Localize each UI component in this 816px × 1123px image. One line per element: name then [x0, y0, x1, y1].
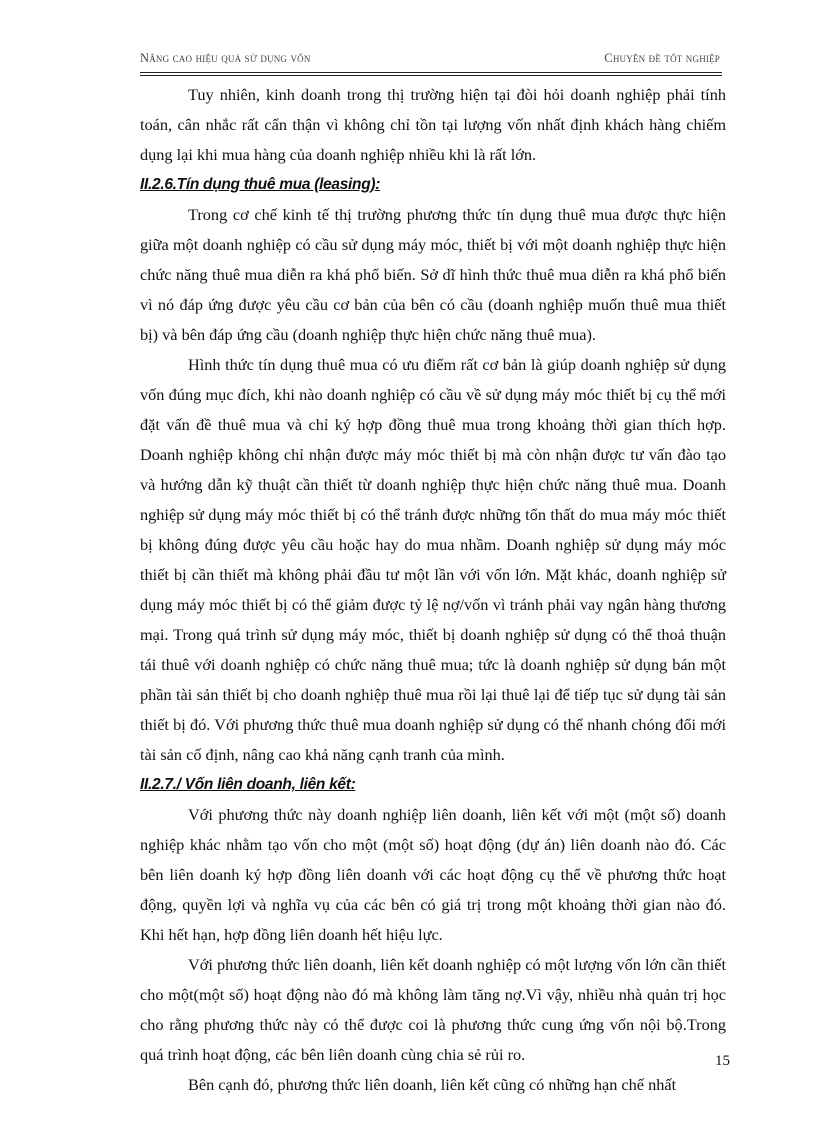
header-divider — [140, 72, 722, 76]
paragraph-4: Với phương thức này doanh nghiệp liên doanh, liên kết với một (một số) doanh nghiệp khác nhằm tạo vốn cho một (một số) hoạt động (dự án) liên doanh nào đó. Các bên liên doanh ký hợp đồng liên doanh với các hoạt động cụ thể về phương thức hoạt động, quyền lợi và nghĩa vụ của các bên có giá trị trong một khoảng thời gian nào đó. Khi hết hạn, hợp đồng liên doanh hết hiệu lực. — [140, 805, 726, 944]
paragraph-6: Bên cạnh đó, phương thức liên doanh, liên kết cũng có những hạn chế nhất — [188, 1075, 677, 1094]
paragraph-3: Hình thức tín dụng thuê mua có ưu điểm rất cơ bản là giúp doanh nghiệp sử dụng vốn đúng mục đích, khi nào doanh nghiệp có cầu về sử dụng máy móc thiết bị cụ thể mới đặt vấn đề thuê mua và chỉ ký hợp đồng thuê mua trong khoảng thời gian thích hợp. Doanh nghiệp không chỉ nhận được máy móc thiết bị mà còn nhận được tư vấn đào tạo và hướng dẫn kỹ thuật cần thiết từ doanh nghiệp thực hiện chức năng thuê mua. Doanh nghiệp sử dụng máy móc thiết bị có thể tránh được những tổn thất do mua máy móc thiết bị không đúng được yêu cầu hoặc hay do mua nhầm. Doanh nghiệp sử dụng máy móc thiết bị cần thiết mà không phải đầu tư một lần với vốn lớn. Mặt khác, doanh nghiệp sử dụng máy móc thiết bị có thể giảm được tỷ lệ nợ/vốn vì tránh phải vay ngân hàng thương mại. Trong quá trình sử dụng máy móc, thiết bị doanh nghiệp sử dụng có thể thoả thuận tái thuê với doanh nghiệp có chức năng thuê mua; tức là doanh nghiệp sử dụng bán một phần tài sản thiết bị cho doanh nghiệp thuê mua rồi lại thuê lại để tiếp tục sử dụng tài sản thiết bị đó. Với phương thức thuê mua doanh nghiệp sử dụng có thể nhanh chóng đổi mới tài sản cố định, nâng cao khả năng cạnh tranh của mình. — [140, 355, 726, 764]
paragraph-5: Với phương thức liên doanh, liên kết doanh nghiệp có một lượng vốn lớn cần thiết cho một(một số) hoạt động nào đó mà không làm tăng nợ.Vì vậy, nhiều nhà quản trị học cho rằng phương thức này có thể được coi là phương thức cung ứng vốn nội bộ.Trong quá trình hoạt động, các bên liên doanh cùng chia sẻ rủi ro. — [140, 955, 726, 1064]
section-heading-leasing: II.2.6.Tín dụng thuê mua (leasing): — [140, 176, 381, 193]
header-right-title: Chuyên đề tốt nghiệp — [604, 51, 720, 65]
section-heading-joint-venture: II.2.7./ Vốn liên doanh, liên kết: — [140, 776, 356, 793]
paragraph-2: Trong cơ chế kinh tế thị trường phương thức tín dụng thuê mua được thực hiện giữa một doanh nghiệp có cầu sử dụng máy móc, thiết bị với một doanh nghiệp thực hiện chức năng thuê mua diễn ra khá phổ biến. Sở dĩ hình thức thuê mua diễn ra khá phổ biến vì nó đáp ứng được yêu cầu cơ bản của bên có cầu (doanh nghiệp muốn thuê mua thiết bị) và bên đáp ứng cầu (doanh nghiệp thực hiện chức năng thuê mua). — [140, 205, 726, 344]
header-left-title: Nâng cao hiệu quả sử dụng vốn — [140, 51, 311, 65]
body-text — [140, 80, 726, 1100]
paragraph-1: Tuy nhiên, kinh doanh trong thị trường hiện tại đòi hỏi doanh nghiệp phải tính toán, cân nhắc rất cẩn thận vì không chỉ tồn tại lượng vốn nhất định khách hàng chiếm dụng lại khi mua hàng của doanh nghiệp nhiều khi là rất lớn. — [140, 85, 726, 164]
page-number: 15 — [715, 1053, 730, 1069]
